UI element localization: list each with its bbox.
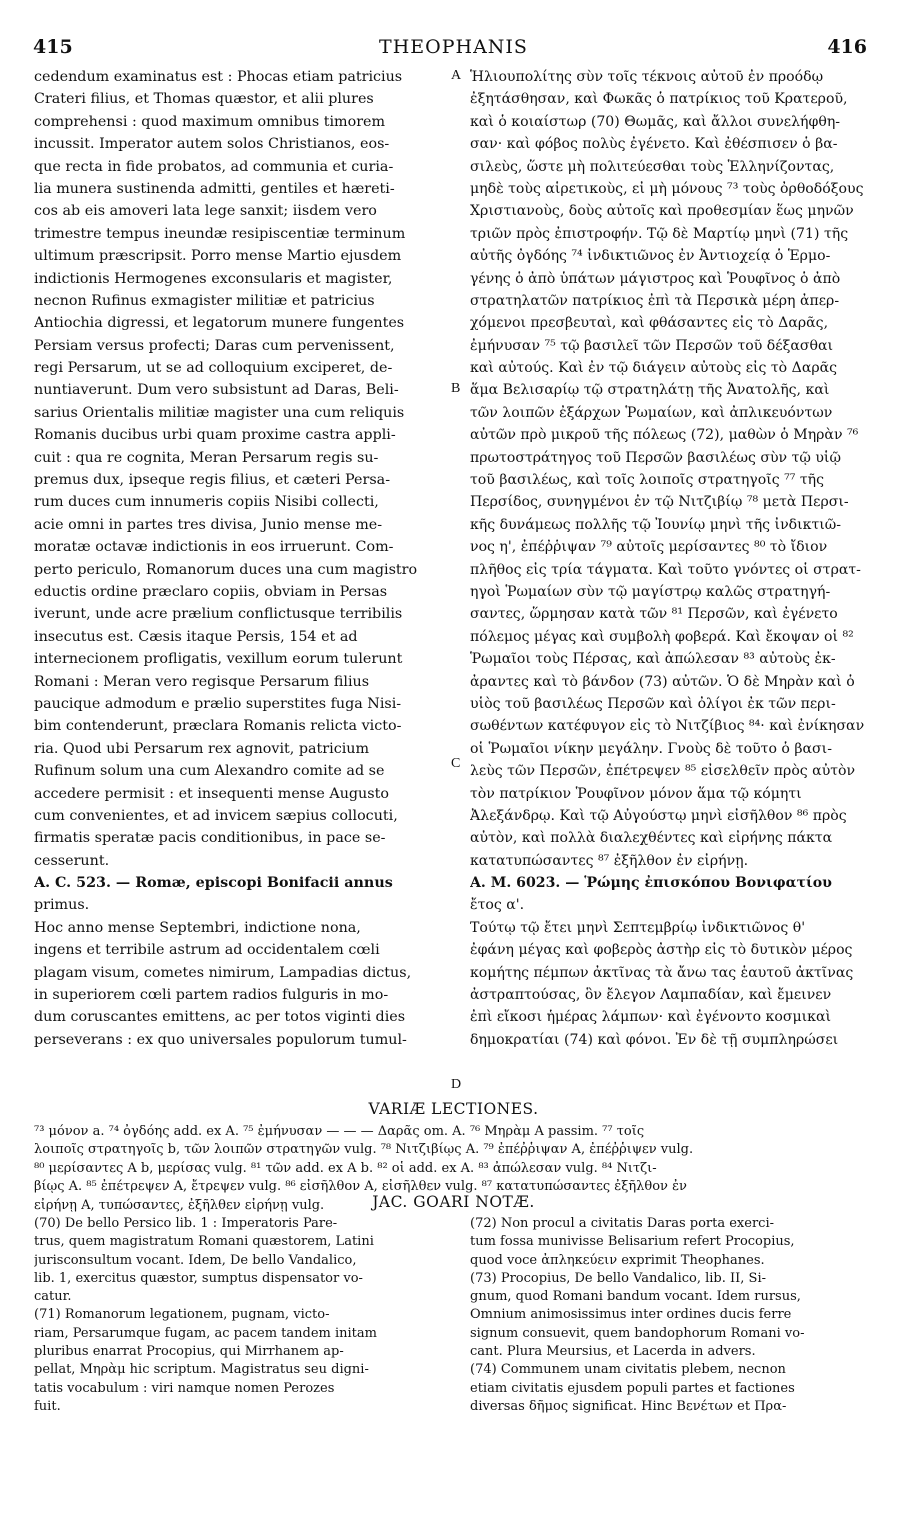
- note-line: quod voce ἀπληκεύειν exprimit Theophanes.: [470, 1252, 765, 1268]
- note-line: etiam civitatis ejusdem populi partes et factiones: [470, 1380, 795, 1396]
- latin-text-line: iverunt, unde acre prælium conflictusque terribilis: [34, 606, 403, 623]
- greek-text-line: σαν· καὶ φόβος πολὺς ἐγένετο. Καὶ ἐθέσπισεν ὁ βα-: [470, 136, 838, 153]
- latin-text-line: cedendum examinatus est : Phocas etiam patricius: [34, 69, 403, 85]
- greek-text-line: τριῶν πρὸς ἐπιστροφήν. Τῷ δὲ Μαρτίῳ μηνὶ (71) τῆς: [470, 225, 849, 242]
- greek-text-line: κατατυπώσαντες ⁸⁷ ἐξῆλθον ἐν εἰρήνῃ.: [470, 852, 749, 869]
- greek-text-line: ηγοὶ Ῥωμαίων σὺν τῷ μαγίστρῳ καλῶς στρατηγή-: [470, 583, 831, 600]
- latin-text-line: sarius Orientalis militiæ magister una cum reliquis: [34, 404, 405, 421]
- latin-text-line: lia munera sustinenda admitti, gentiles et hæreti-: [34, 180, 395, 197]
- note-line: diversas δῆμος significat. Hinc Βενέτων et Πρα-: [470, 1398, 787, 1414]
- greek-text-line: πρωτοστράτηγος τοῦ Περσῶν βασιλέως σὺν τῷ υἱῷ: [470, 449, 841, 466]
- greek-text-line: αὐτὸν, καὶ πολλὰ διαλεχθέντες καὶ εἰρήνης πάκτα: [470, 830, 833, 847]
- latin-text-line: Antiochia digressi, et legatorum munere fungentes: [34, 315, 405, 332]
- latin-text-line: Romani : Meran vero regisque Persarum filius: [34, 673, 370, 690]
- note-line: Omnium animosissimus inter ordines ducis ferre: [470, 1307, 792, 1323]
- note-line: cant. Plura Meursius, et Lacerda in advers.: [470, 1344, 756, 1360]
- latin-text-line: internecionem profligatis, vexillum eorum tulerunt: [34, 651, 403, 668]
- latin-text-line: Persiam versus profecti; Daras cum pervenissent,: [34, 337, 395, 354]
- greek-text-line: ἐφάνη μέγας καὶ φοβερὸς ἀστὴρ εἰς τὸ δυτικὸν μέρος: [470, 942, 853, 959]
- greek-text-line: πόλεμος μέγας καὶ συμβολὴ φοβερά. Καὶ ἔκοψαν οἱ ⁸²: [470, 628, 854, 645]
- latin-text-line: Crateri filius, et Thomas quæstor, et alii plures: [34, 91, 374, 108]
- margin-letter-c: C: [451, 756, 461, 771]
- note-line: catur.: [34, 1289, 72, 1305]
- note-line: fuit.: [34, 1398, 61, 1414]
- latin-text-line: Rufinum solum una cum Alexandro comite ad se: [34, 763, 385, 780]
- variae-heading: VARIÆ LECTIONES.: [368, 1100, 539, 1118]
- greek-text-line: μηδὲ τοὺς αἱρετικοὺς, εἰ μὴ μόνους ⁷³ τοὺς ὀρθοδόξους: [470, 180, 864, 197]
- notae-heading: JAC. GOARI NOTÆ.: [372, 1193, 535, 1211]
- latin-text-line: ultimum præscripsit. Porro mense Martio ejusdem: [34, 248, 402, 265]
- margin-letter-d: D: [451, 1077, 462, 1092]
- greek-text-line: ἐπὶ εἴκοσι ἡμέρας λάμπων· καὶ ἐγένοντο κοσμικαὶ: [470, 1009, 832, 1026]
- greek-text-line: ἅμα Βελισαρίῳ τῷ στρατηλάτῃ τῆς Ἀνατολῆς, καὶ: [470, 382, 830, 399]
- greek-text-line: ἔτος α'.: [470, 897, 525, 914]
- greek-text-line: ἀραντες καὶ τὸ βάνδον (73) αὐτῶν. Ὁ δὲ Μηρὰν καὶ ὁ: [470, 673, 855, 690]
- latin-text-line: firmatis speratæ pacis conditionibus, in pace se-: [34, 830, 386, 847]
- note-line: gnum, quod Romani bandum vocant. Idem rursus,: [470, 1289, 801, 1305]
- margin-letter-a: A: [451, 68, 462, 83]
- latin-text-line: bim contenderunt, præclara Romanis relicta victo-: [34, 718, 402, 735]
- margin-letter-b: B: [451, 381, 461, 396]
- note-line: (70) De bello Persico lib. 1 : Imperatoris Pare-: [34, 1216, 338, 1231]
- greek-text-line: νος η', ἐπέῤῥιψαν ⁷⁹ αὐτοῖς μερίσαντες ⁸⁰ τὸ ἴδιον: [470, 539, 828, 556]
- greek-text-line: Τούτῳ τῷ ἔτει μηνὶ Σεπτεμβρίῳ ἰνδικτιῶνος θ': [470, 919, 806, 936]
- greek-text-line: Ἡλιουπολίτης σὺν τοῖς τέκνοις αὐτοῦ ἐν προόδῳ: [470, 69, 824, 85]
- latin-text-line: in superiorem cœli partem radios fulguris in mo-: [34, 987, 389, 1004]
- greek-column: [470, 66, 875, 1051]
- latin-text-line: perto periculo, Romanorum duces una cum magistro: [34, 561, 418, 578]
- greek-text-line: κομήτης πέμπων ἀκτῖνας τὰ ἄνω τας ἑαυτοῦ ἀκτῖνας: [470, 964, 854, 981]
- latin-text-line: perseverans : ex quo universales populorum tumul-: [34, 1031, 407, 1048]
- note-line: pellat, Μηρὰμ hic scriptum. Magistratus seu digni-: [34, 1362, 369, 1378]
- latin-text-line: trimestre tempus ineundæ resipiscentiæ terminum: [34, 225, 406, 242]
- latin-text-line: acie omni in partes tres divisa, Junio mense me-: [34, 516, 383, 533]
- note-line: pluribus enarrat Procopius, qui Mirrhanem ap-: [34, 1344, 344, 1360]
- greek-text-line: δημοκρατίαι (74) καὶ φόνοι. Ἐν δὲ τῇ συμπληρώσει: [470, 1031, 839, 1048]
- latin-text-line: que recta in fide probatos, ad communia et curia-: [34, 158, 394, 175]
- note-line: lib. 1, exercitus quæstor, sumptus dispensator vo-: [34, 1270, 363, 1286]
- latin-text-line: cum convenientes, et ad invicem sæpius collocuti,: [34, 807, 398, 824]
- greek-text-line: λεὺς τῶν Περσῶν, ἐπέτρεψεν ⁸⁵ εἰσελθεῖν πρὸς αὐτὸν: [470, 763, 856, 780]
- latin-text-line: cos ab eis amoveri lata lege sanxit; iisdem vero: [34, 203, 377, 220]
- greek-text-line: ἀστραπτούσας, ὃν ἔλεγον Λαμπαδίαν, καὶ ἔμεινεν: [470, 987, 832, 1004]
- variant-reading-line: λοιποῖς στρατηγοῖς b, τῶν λοιπῶν στρατηγῶν vulg. ⁷⁸ Νιτζιβίῳς A. ⁷⁹ ἐπέῤῥιψαν A, ἐπέῤῥιψεν vulg.: [34, 1142, 694, 1158]
- right-page-number: 416: [827, 36, 867, 58]
- variant-reading-line: ⁸⁰ μερίσαντες A b, μερίσας vulg. ⁸¹ τῶν add. ex A b. ⁸² οἱ add. ex A. ⁸³ ἀπώλεσαν vulg. ⁸⁴ Νιτζι-: [34, 1160, 657, 1176]
- note-line: (74) Communem unam civitatis plebem, necnon: [470, 1362, 786, 1378]
- greek-text-line: Χριστιανοὺς, δοὺς αὐτοῖς καὶ προθεσμίαν ἕως μηνῶν: [470, 203, 854, 220]
- latin-text-line: moratæ octavæ indictionis in eos irruerunt. Com-: [34, 539, 394, 556]
- greek-text-line: Περσίδος, συνηγμένοι ἐν τῷ Νιτζιβίῳ ⁷⁸ μετὰ Περσι-: [470, 494, 849, 511]
- greek-text-line: πλῆθος εἰς τρία τάγματα. Καὶ τοῦτο γνόντες οἱ στρατ-: [470, 561, 861, 578]
- greek-text-line: σαντες, ὥρμησαν κατὰ τῶν ⁸¹ Περσῶν, καὶ ἐγένετο: [470, 606, 838, 623]
- latin-text-line: eductis ordine præclaro copiis, obviam in Persas: [34, 583, 388, 600]
- left-page-number: 415: [33, 36, 73, 58]
- latin-text-line: ria. Quod ubi Persarum rex agnovit, patricium: [34, 740, 370, 757]
- latin-text-line: Romanis ducibus urbi quam proxime castra appli-: [34, 427, 396, 444]
- greek-text-line: τὸν πατρίκιον Ῥουφῖνον μόνον ἅμα τῷ κόμητι: [470, 785, 802, 802]
- latin-text-line: premus dux, ipseque regis filius, et cæteri Persa-: [34, 472, 391, 489]
- variant-reading-line: ⁷³ μόνον a. ⁷⁴ ὀγδόης add. ex A. ⁷⁵ ἐμήνυσαν — — — Δαρᾶς om. A. ⁷⁶ Μηρὰμ A passim. ⁷⁷ τοῖς: [34, 1124, 645, 1139]
- latin-text-line: dum coruscantes emittens, ac per totos viginti dies: [34, 1009, 406, 1026]
- greek-text-line: αὐτῶν πρὸ μικροῦ τῆς πόλεως (72), μαθὼν ὁ Μηρὰν ⁷⁶: [470, 427, 859, 444]
- latin-text-line: ingens et terribile astrum ad occidentalem cœli: [34, 942, 380, 959]
- greek-text-line: Ῥωμαῖοι τοὺς Πέρσας, καὶ ἀπώλεσαν ⁸³ αὐτοὺς ἐκ-: [470, 651, 836, 668]
- greek-text-line: χόμενοι πρεσβευταὶ, καὶ φθάσαντες εἰς τὸ Δαρᾶς,: [470, 315, 829, 332]
- latin-text-line: necnon Rufinus exmagister militiæ et patricius: [34, 292, 375, 309]
- note-line: (71) Romanorum legationem, pugnam, victo-: [34, 1307, 330, 1323]
- variant-reading-line: εἰρήνῃ A, τυπώσαντες, ἐξῆλθεν εἰρήνῃ vulg.: [34, 1197, 325, 1213]
- latin-text-line: cuit : qua re cognita, Meran Persarum regis su-: [34, 449, 379, 466]
- greek-text-line: τοῦ βασιλέως, καὶ τοῖς λοιποῖς στρατηγοῖς ⁷⁷ τῆς: [470, 472, 825, 489]
- greek-text-line: τῶν λοιπῶν ἐξάρχων Ῥωμαίων, καὶ ἀπλικευόντων: [470, 404, 833, 421]
- greek-text-line: υἱὸς τοῦ βασιλέως Περσῶν καὶ ὀλίγοι ἐκ τῶν περι-: [470, 695, 836, 712]
- greek-text-line: A. M. 6023. — Ῥώμης ἐπισκόπου Βονιφατίου: [470, 875, 832, 892]
- greek-text-line: στρατηλατῶν πατρίκιος ἐπὶ τὰ Περσικὰ μέρη ἀπερ-: [470, 292, 840, 309]
- latin-text-line: A. C. 523. — Romæ, episcopi Bonifacii annus: [34, 875, 393, 892]
- greek-text-line: κῆς δυνάμεως πολλῆς τῷ Ἰουνίῳ μηνὶ τῆς ἰνδικτιῶ-: [470, 516, 842, 533]
- notes-left-column: [34, 1215, 446, 1416]
- note-line: tatis vocabulum : viri namque nomen Perozes: [34, 1380, 335, 1396]
- note-line: jurisconsultum vocant. Idem, De bello Vandalico,: [34, 1252, 357, 1268]
- greek-text-line: ἐξητάσθησαν, καὶ Φωκᾶς ὁ πατρίκιος τοῦ Κρατεροῦ,: [470, 91, 848, 108]
- note-line: (72) Non procul a civitatis Daras porta exerci-: [470, 1216, 774, 1231]
- latin-text-line: comprehensi : quod maximum omnibus timorem: [34, 113, 386, 130]
- latin-text-line: accedere permisit : et insequenti mense Augusto: [34, 785, 389, 802]
- latin-column: [34, 66, 446, 1051]
- note-line: signum consuevit, quem bandophorum Romani vo-: [470, 1325, 805, 1341]
- greek-text-line: Ἀλεξάνδρῳ. Καὶ τῷ Αὐγούστῳ μηνὶ εἰσῆλθον ⁸⁶ πρὸς: [470, 807, 847, 824]
- latin-text-line: cesserunt.: [34, 852, 110, 869]
- note-line: trus, quem magistratum Romani quæstorem, Latini: [34, 1234, 374, 1250]
- greek-text-line: αὐτῆς ὀγδόης ⁷⁴ ἰνδικτιῶνος ἐν Ἀντιοχείᾳ ὁ Ἑρμο-: [470, 248, 831, 265]
- latin-text-line: incussit. Imperator autem solos Christianos, eos-: [34, 136, 390, 153]
- note-line: tum fossa munivisse Belisarium refert Procopius,: [470, 1234, 795, 1250]
- latin-text-line: insecutus est. Cæsis itaque Persis, 154 et ad: [34, 628, 358, 645]
- note-line: riam, Persarumque fugam, ac pacem tandem initam: [34, 1325, 377, 1341]
- greek-text-line: καὶ ὁ κοιαίστωρ (70) Θωμᾶς, καὶ ἄλλοι συνελήφθη-: [470, 113, 841, 130]
- latin-text-line: plagam visum, cometes nimirum, Lampadias dictus,: [34, 964, 412, 981]
- note-line: (73) Procopius, De bello Vandalico, lib. II, Si-: [470, 1270, 767, 1286]
- greek-text-line: ἐμήνυσαν ⁷⁵ τῷ βασιλεῖ τῶν Περσῶν τοῦ δέξασθαι: [470, 337, 834, 354]
- running-title: THEOPHANIS: [379, 36, 528, 58]
- notes-right-column: [470, 1215, 875, 1416]
- variant-reading-line: βίῳς A. ⁸⁵ ἐπέτρεψεν A, ἔτρεψεν vulg. ⁸⁶ εἰσῆλθον A, εἰσῆλθεν vulg. ⁸⁷ κατατυπώσαντες ἐξῆλθον ἐν: [34, 1179, 687, 1195]
- latin-text-line: primus.: [34, 897, 90, 914]
- greek-text-line: γένης ὁ ἀπὸ ὑπάτων μάγιστρος καὶ Ῥουφῖνος ὁ ἀπὸ: [470, 270, 841, 287]
- latin-text-line: rum duces cum innumeris copiis Nisibi collecti,: [34, 494, 379, 511]
- greek-text-line: σιλεὺς, ὥστε μὴ πολιτεύεσθαι τοὺς Ἑλληνίζοντας,: [470, 158, 835, 175]
- latin-text-line: nuntiaverunt. Dum vero subsistunt ad Daras, Beli-: [34, 382, 399, 399]
- greek-text-line: οἱ Ῥωμαῖοι νίκην μεγάλην. Γνοὺς δὲ τοῦτο ὁ βασι-: [470, 740, 832, 757]
- greek-text-line: σωθέντων κατέφυγον εἰς τὸ Νιτζίβιος ⁸⁴· καὶ ἐνίκησαν: [470, 718, 865, 735]
- latin-text-line: indictionis Hermogenes exconsularis et magister,: [34, 270, 393, 287]
- latin-text-line: Hoc anno mense Septembri, indictione nona,: [34, 919, 361, 936]
- latin-text-line: paucique admodum e prælio superstites fuga Nisi-: [34, 695, 402, 712]
- latin-text-line: regi Persarum, ut se ad colloquium exciperet, de-: [34, 360, 393, 377]
- greek-text-line: καὶ αὐτούς. Καὶ ἐν τῷ διάγειν αὐτοὺς εἰς τὸ Δαρᾶς: [470, 360, 838, 377]
